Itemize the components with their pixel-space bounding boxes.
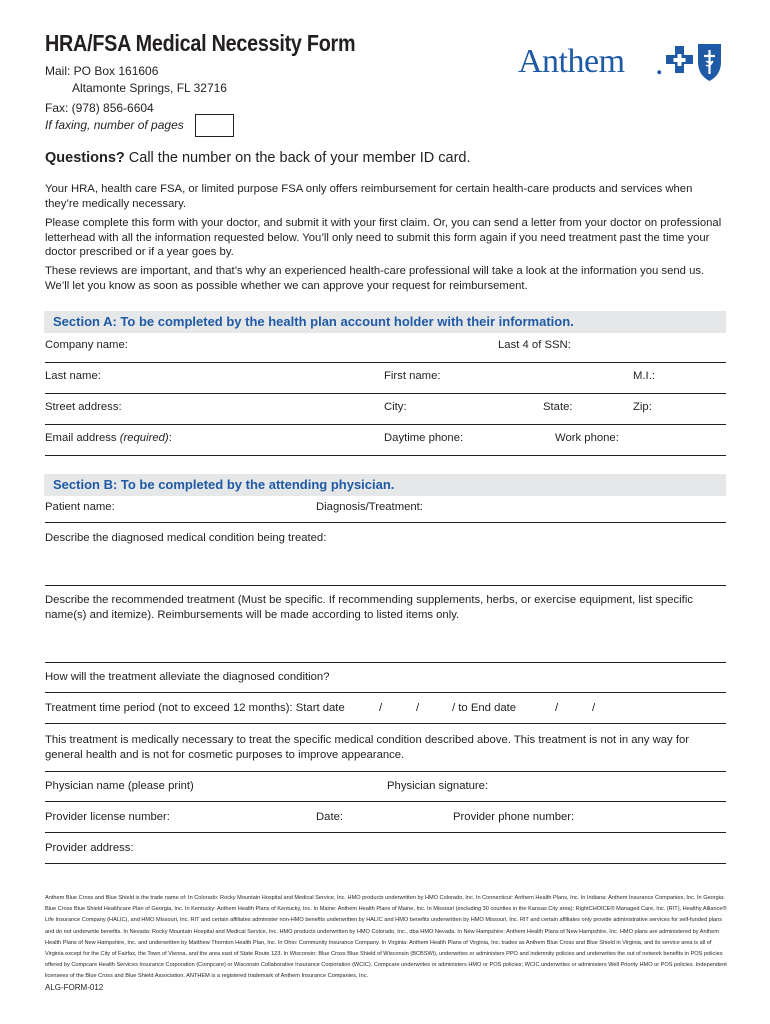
treatment-field[interactable] bbox=[45, 662, 726, 663]
period-field[interactable] bbox=[45, 723, 726, 724]
mail-address: Mail: PO Box 161606 bbox=[45, 64, 159, 78]
intro-paragraph-2: Please complete this form with your doctor, and submit it with your first claim. Or, you can send a letter from your doctor on professional letterhead with all the information requested below. You’ll only need to submit this form again if you need treatment past the time your doctor prescribed or if a year goes by. bbox=[45, 217, 722, 258]
company-name-field[interactable] bbox=[45, 362, 726, 363]
section-b-title: Section B: To be completed by the attending physician. bbox=[53, 477, 395, 492]
first-name-label: First name: bbox=[384, 370, 441, 382]
street-address-label: Street address: bbox=[45, 401, 122, 413]
contact-field[interactable] bbox=[45, 455, 726, 456]
start-date-slash-1: / bbox=[379, 702, 383, 714]
work-phone-label: Work phone: bbox=[555, 432, 619, 444]
questions-line: Questions? Call the number on the back of your member ID card. bbox=[45, 150, 471, 166]
provider-address-label: Provider address: bbox=[45, 842, 134, 854]
fax-pages-input[interactable] bbox=[195, 114, 234, 137]
legal-disclaimer: Anthem Blue Cross and Blue Shield is the trade name of: In Colorado: Rocky Mountain Hospital and Medical Service, Inc. HMO products underwritten by HMO Colorado, Inc. In Connecticut: Anthem Health Plans, Inc. In Indiana: Anthem Insurance Companies, Inc. In Georgia: Blue Cross Blue Shield Healthcare Plan of Georgia, Inc. In Kentucky: Anthem Health Plans of Kentucky, Inc. In Maine: Anthem Health Plans of Maine, Inc. In Missouri (excluding 30 counties in the Kansas City area): RightCHOICE® Managed Care, Inc. (RIT), Healthy Alliance® Life Insurance Company (HALIC), and HMO Missouri, Inc. RIT and certain affiliates administer non-HMO benefits underwritten by HALIC and HMO benefits underwritten by HMO Missouri, Inc. RIT and certain affiliates only provide administrative services for self-funded plans and do not underwrite benefits. In Nevada: Rocky Mountain Hospital and Medical Service, Inc. HMO products underwritten by HMO Colorado, Inc., dba HMO Nevada. In New Hampshire: Anthem Health Plans of New Hampshire, Inc. HMO plans are administered by Anthem Health Plans of New Hampshire, Inc. and underwritten by Matthew Thornton Health Plan, Inc. In Ohio: Community Insurance Company. In Virginia: Anthem Health Plans of Virginia, Inc. trades as Anthem Blue Cross and Blue Shield in Virginia, and its service area is all of Virginia except for the City of Fairfax, the Town of Vienna, and the area east of State Route 123. In Wisconsin: Blue Cross Blue Shield of Wisconsin (BCBSWi), underwrites or administers PPO and indemnity policies and underwrites the out of network benefits in POS policies offered by Compcare Health Services Insurance Corporation (Compcare) or Wisconsin Collaborative Insurance Corporation (WCIC). Compcare underwrites or administers HMO or POS policies; WCIC underwrites or administers Well Priority HMO or POS policies. Independent licensees of the Blue Cross and Blue Shield Association. ANTHEM is a registered trademark of Anthem Insurance Companies, Inc. bbox=[45, 895, 727, 980]
treatment-label: Describe the recommended treatment (Must be specific. If recommending supplements, herbs, or exercise equipment, list specific name(s) and itemize). Reimbursements will be made according to listed items only. bbox=[45, 594, 693, 621]
intro-paragraph-1: Your HRA, health care FSA, or limited purpose FSA only offers reimbursement for certain health-care products and services when they’re medically necessary. bbox=[45, 183, 693, 210]
start-date-slash-2: / bbox=[416, 702, 420, 714]
condition-field[interactable] bbox=[45, 585, 726, 586]
date-label: Date: bbox=[316, 811, 344, 823]
license-number-label: Provider license number: bbox=[45, 811, 170, 823]
intro-paragraph-3: These reviews are important, and that’s why an experienced health-care professional will take a look at the information you send us. We’ll let you know as soon as possible whether we can approve your request for reimbursement. bbox=[45, 265, 705, 292]
license-field[interactable] bbox=[45, 832, 726, 833]
fax-pages-label: If faxing, number of pages bbox=[45, 118, 184, 132]
physician-field[interactable] bbox=[45, 801, 726, 802]
diagnosis-label: Diagnosis/Treatment: bbox=[316, 501, 423, 513]
city-label: City: bbox=[384, 401, 407, 413]
daytime-phone-label: Daytime phone: bbox=[384, 432, 464, 444]
name-field[interactable] bbox=[45, 393, 726, 394]
form-code: ALG-FORM-012 bbox=[45, 983, 104, 992]
last-name-label: Last name: bbox=[45, 370, 101, 382]
anthem-wordmark: Anthem bbox=[518, 43, 625, 80]
patient-name-label: Patient name: bbox=[45, 501, 115, 513]
physician-signature-label: Physician signature: bbox=[387, 780, 489, 792]
ssn-label: Last 4 of SSN: bbox=[498, 339, 571, 351]
address-field[interactable] bbox=[45, 424, 726, 425]
necessity-statement: This treatment is medically necessary to treat the specific medical condition described above. This treatment is not in any way for general health and is not for cosmetic purposes to improve appearance. bbox=[45, 734, 690, 761]
email-label: Email address (required): bbox=[45, 432, 172, 444]
physician-name-label: Physician name (please print) bbox=[45, 780, 194, 792]
section-a-title: Section A: To be completed by the health plan account holder with their information. bbox=[53, 314, 574, 329]
zip-label: Zip: bbox=[633, 401, 652, 413]
provider-phone-label: Provider phone number: bbox=[453, 811, 575, 823]
mi-label: M.I.: bbox=[633, 370, 655, 382]
state-label: State: bbox=[543, 401, 573, 413]
statement-rule bbox=[45, 771, 726, 772]
period-label: Treatment time period (not to exceed 12 months): Start date bbox=[45, 702, 345, 714]
alleviate-label: How will the treatment alleviate the diagnosed condition? bbox=[45, 671, 330, 683]
condition-label: Describe the diagnosed medical condition being treated: bbox=[45, 532, 327, 544]
anthem-logo: Anthem . bbox=[518, 42, 724, 84]
end-date-label: / to End date bbox=[452, 702, 517, 714]
patient-field[interactable] bbox=[45, 522, 726, 523]
provider-address-field[interactable] bbox=[45, 863, 726, 864]
section-b-header bbox=[44, 474, 726, 496]
form-title: HRA/FSA Medical Necessity Form bbox=[45, 30, 356, 56]
end-date-slash-1: / bbox=[555, 702, 559, 714]
mail-city: Altamonte Springs, FL 32716 bbox=[72, 81, 227, 95]
section-a-header bbox=[44, 311, 726, 333]
end-date-slash-2: / bbox=[592, 702, 596, 714]
company-name-label: Company name: bbox=[45, 339, 128, 351]
alleviate-field[interactable] bbox=[45, 692, 726, 693]
blue-cross-blue-shield-icon bbox=[666, 42, 724, 82]
fax-number: Fax: (978) 856-6604 bbox=[45, 101, 154, 115]
